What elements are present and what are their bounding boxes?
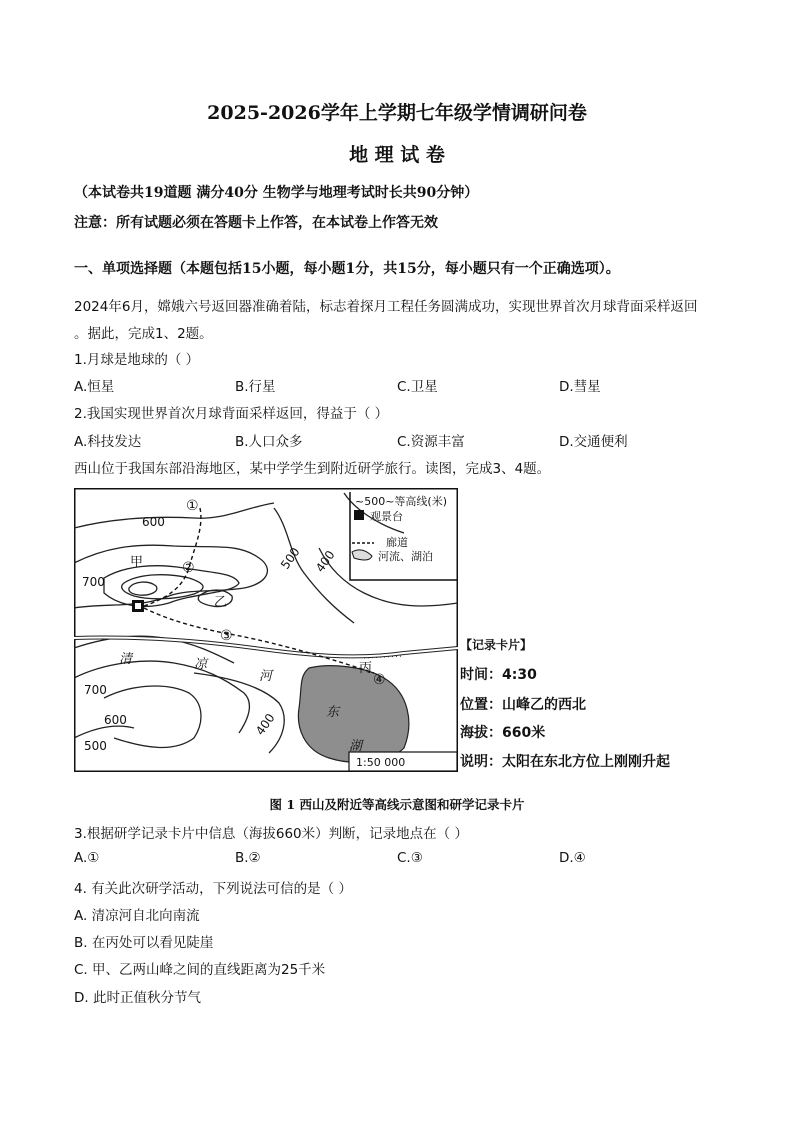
section-heading: 一、单项选择题（本题包括15小题，每小题1分，共15分，每小题只有一个正确选项）。 — [74, 261, 620, 277]
question-stem: 4. 有关此次研学活动，下列说法可信的是（ ） — [74, 881, 352, 897]
option-a[interactable]: A.恒星 — [74, 379, 115, 395]
question-stem: 3.根据研学记录卡片中信息（海拔660米）判断，记录地点在（ ） — [74, 826, 468, 842]
exam-subtitle: 地 理 试 卷 — [349, 144, 445, 166]
point-4-label: ④ — [373, 672, 386, 688]
contour-label: 700 — [84, 683, 107, 697]
option-a[interactable]: A.科技发达 — [74, 434, 142, 450]
contour-label: 700 — [82, 575, 105, 589]
option-b[interactable]: B.人口众多 — [235, 434, 303, 450]
contour-label: 600 — [104, 713, 127, 727]
contour-map — [74, 488, 458, 772]
option-a[interactable]: A.① — [74, 850, 100, 866]
point-bing-label: 丙 — [359, 661, 373, 676]
river-label: 河 — [259, 669, 273, 684]
contour-label: 600 — [142, 515, 165, 529]
peak-yi-label: 乙 — [214, 595, 228, 610]
option-b[interactable]: B.行星 — [235, 379, 276, 395]
record-card-note: 说明：太阳在东北方位上刚刚升起 — [460, 754, 670, 770]
passage-line: 。据此，完成1、2题。 — [74, 326, 213, 342]
legend-corridor: 廊道 — [386, 536, 408, 549]
figure-caption: 图 1 西山及附近等高线示意图和研学记录卡片 — [269, 797, 525, 812]
option-d[interactable]: D.彗星 — [559, 379, 601, 395]
passage-line: 西山位于我国东部沿海地区，某中学学生到附近研学旅行。读图，完成3、4题。 — [74, 461, 551, 477]
option-c[interactable]: C. 甲、乙两山峰之间的直线距离为25千米 — [74, 962, 326, 978]
point-1-label: ① — [186, 498, 199, 514]
point-2-label: ② — [182, 560, 195, 576]
contour-label: 400 — [252, 710, 278, 738]
exam-info: （本试卷共19道题 满分40分 生物学与地理考试时长共90分钟） — [74, 185, 479, 201]
record-card-altitude: 海拔：660米 — [460, 725, 546, 741]
point-3-label: ③ — [220, 628, 233, 644]
lake-label: 湖 — [349, 739, 363, 754]
legend-observatory: 观景台 — [370, 510, 403, 523]
option-a[interactable]: A. 清凉河自北向南流 — [74, 908, 200, 924]
question-stem: 2.我国实现世界首次月球背面采样返回，得益于（ ） — [74, 406, 389, 422]
option-c[interactable]: C.卫星 — [397, 379, 438, 395]
option-d[interactable]: D.交通便利 — [559, 434, 628, 450]
legend-contour: ~500~等高线(米) — [355, 495, 448, 508]
exam-notice: 注意：所有试题必须在答题卡上作答，在本试卷上作答无效 — [74, 215, 438, 231]
option-b[interactable]: B. 在丙处可以看见陡崖 — [74, 935, 214, 951]
legend-river-lake: 河流、湖泊 — [378, 550, 433, 563]
option-d[interactable]: D.④ — [559, 850, 586, 866]
lake-label: 东 — [326, 705, 340, 720]
record-card-time: 时间：4:30 — [460, 667, 537, 683]
option-b[interactable]: B.② — [235, 850, 261, 866]
contour-label: 500 — [84, 739, 107, 753]
option-c[interactable]: C.资源丰富 — [397, 434, 465, 450]
record-card-title: 【记录卡片】 — [460, 638, 533, 652]
option-d[interactable]: D. 此时正值秋分节气 — [74, 990, 201, 1006]
contour-label: 400 — [312, 547, 338, 575]
exam-title: 2025-2026学年上学期七年级学情调研问卷 — [207, 102, 587, 124]
contour-label: 500 — [277, 544, 303, 572]
record-card-position: 位置：山峰乙的西北 — [460, 697, 586, 713]
passage-line: 2024年6月，嫦娥六号返回器准确着陆，标志着探月工程任务圆满成功，实现世界首次月球背面采样返回 — [74, 299, 698, 315]
map-scale: 1:50 000 — [356, 756, 406, 769]
option-c[interactable]: C.③ — [397, 850, 423, 866]
river-label: 清 — [119, 652, 133, 667]
river-label: 凉 — [194, 657, 208, 672]
peak-jia-label: 甲 — [130, 555, 144, 570]
question-stem: 1.月球是地球的（ ） — [74, 352, 200, 368]
